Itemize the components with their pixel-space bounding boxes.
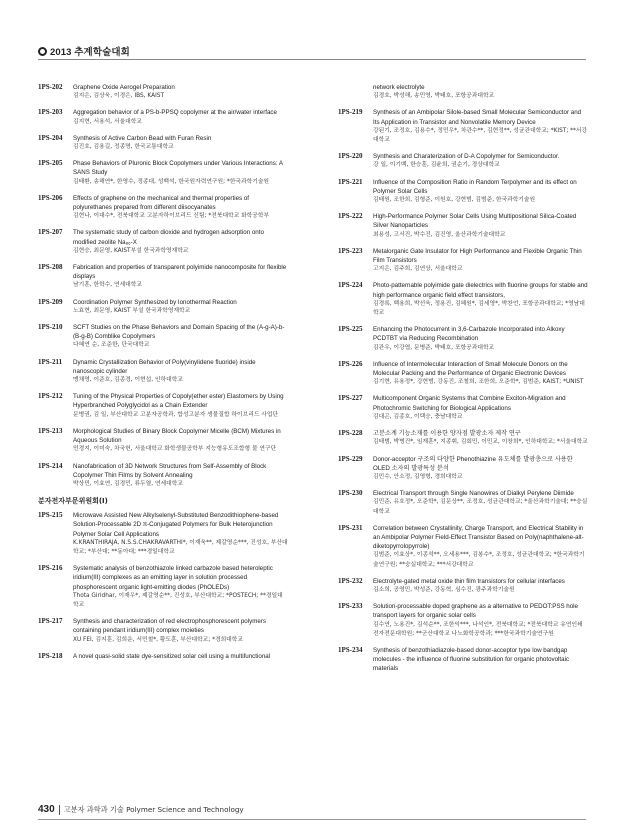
entry-authors: 김지현, 서용석, 서울대학교 xyxy=(73,118,142,125)
entry-title: Correlation between Crystallinity, Charge Transport, and Electrical Stability in an Ambipolar Polymer Field-Effect Transistor Based on Poly(naphthalene-alt-diketopyrrolopyrrole) xyxy=(373,524,584,551)
entry-body xyxy=(73,617,288,645)
page-footer xyxy=(38,804,244,815)
entry-body xyxy=(73,298,288,316)
poster-id: 1PS-218 xyxy=(38,651,63,660)
poster-id: 1PS-234 xyxy=(338,645,363,654)
left-entry-list xyxy=(38,83,288,489)
poster-id: 1PS-216 xyxy=(38,564,63,573)
entry-authors: 김범준, 이효상*, 이종석**, 오세용***, 김봉수*, 조정호, 성균관대학교; *한국과학기술연구원; **숭실대학교; ***서강대학교 xyxy=(373,552,585,568)
entry-authors: 김수연, 노용진*, 김석순**, 조한익***, 나석인*, 전북대학교; *전북대학교 유연인쇄전자전문대학원; **군산대학교 나노화학공학과; ***한국과학기술연구원 xyxy=(373,621,583,637)
entry-body xyxy=(373,577,588,595)
entry-body xyxy=(373,360,588,388)
abstract-entry xyxy=(38,263,288,291)
entry-body xyxy=(73,134,288,152)
entry-authors: 김현나, 이대수*, 전북대학교 고분자하이브리드 신팀; *전북대학교 화학공학부 xyxy=(73,213,270,220)
poster-id: 1PS-225 xyxy=(338,325,363,334)
abstract-entry xyxy=(338,108,588,145)
section-title: 분자전자부문위원회(I) xyxy=(38,497,108,506)
entry-body xyxy=(373,83,588,101)
poster-id: 1PS-227 xyxy=(338,394,363,403)
entry-title: Systematic analysis of benzothiazole linked carbazole based heteroleptic iridium(III) complexes as an emitting layer in solution processed phosphorescent organic light-emitting diodes (PhOLEDs) xyxy=(73,565,273,591)
entry-authors: 다혜연 순, 조준한, 단국대학교 xyxy=(73,342,150,349)
abstract-entry xyxy=(338,455,588,483)
entry-authors: 김관우, 이강엽, 문병준, 박태호, 포항공과대학교 xyxy=(373,344,495,351)
poster-id: 1PS-212 xyxy=(38,392,63,401)
poster-id: 1PS-214 xyxy=(38,461,63,470)
poster-id: 1PS-203 xyxy=(38,108,63,117)
abstract-entry xyxy=(338,212,588,240)
entry-title: Enhancing the Photocurrent in 3,6-Carbazole Incorporated into Alkoxy PCDTBT via Reducing Recombination xyxy=(373,326,565,343)
entry-title: 고분소계 기능소재를 이용한 양자점 발광소자 제작 연구 xyxy=(373,430,521,438)
abstract-entry xyxy=(338,83,588,101)
entry-authors: Thota Giridhar, 이재우*, 제갈영순**, 진성호, 부산대학교; *POSTECH; **경일대학교 xyxy=(73,592,283,608)
poster-id: 1PS-204 xyxy=(38,133,63,142)
entry-body xyxy=(73,83,288,101)
entry-title: A novel quasi-solid state dye-sensitized solar cell using a multifunctional xyxy=(73,652,271,660)
entry-title: Synthesis and characterization of red electrophosphorescent polymers containing pendant iridium(III) complex moieties xyxy=(73,618,266,635)
entry-body xyxy=(373,178,588,206)
abstract-entry xyxy=(338,646,588,674)
entry-body xyxy=(73,511,288,557)
poster-id: 1PS-222 xyxy=(338,212,363,221)
entry-title: Influence of the Composition Ratio in Random Terpolymer and its effect on Polymer Solar Cells xyxy=(373,178,577,195)
entry-authors: 김기현, 유용정*, 강현범, 강동진, 조철희, 조한희, 오준학*, 김범준, KAIST; *UNIST xyxy=(373,379,584,386)
entry-title: Metalorganic Gate Insulator for High Performance and Flexible Organic Thin Film Transistors xyxy=(373,247,582,265)
poster-id: 1PS-211 xyxy=(38,357,63,366)
right-column xyxy=(338,83,588,681)
abstract-entry xyxy=(38,194,288,222)
abstract-entry xyxy=(38,564,288,610)
left-column xyxy=(38,83,288,668)
entry-authors: XU FEI, 김지훈, 김희운, 서민철*, 황도훈, 부산대학교; *경희대학교 xyxy=(73,636,243,643)
journal-name: 고분자 과학과 기술 Polymer Science and Technology xyxy=(63,804,244,814)
entry-body xyxy=(373,152,588,170)
entry-authors: 김경호, 박성해, 송민영, 박태호, 포항공과대학교 xyxy=(373,93,495,100)
entry-title: Effects of graphene on the mechanical and thermal properties of polyurethanes prepared from different diisocyanates xyxy=(73,194,249,212)
entry-body xyxy=(373,489,588,517)
abstract-entry xyxy=(38,228,288,256)
header-divider xyxy=(38,59,586,60)
page-header xyxy=(38,44,130,58)
entry-title: Electrolyte-gated metal oxide thin film transistors for cellular interfaces xyxy=(373,577,565,585)
entry-authors: 김지은, 김상욱, 이경은, IBS, KAIST xyxy=(73,93,164,100)
entry-authors: 민경지, 이미숙, 차국헌, 서울대학교 화학생물공학부 지능형유도조합형 물 연구단 xyxy=(73,446,277,453)
entry-title: Influence of Intermolecular Interaction of Small Molecule Donors on the Molecular Packing and the Performance of Organic Electronic Devices xyxy=(373,360,568,378)
right-entry-list xyxy=(338,83,588,674)
poster-id: 1PS-231 xyxy=(338,523,363,532)
entry-title: Donor-acceptor 구조의 다양한 Phenothiazine 유도체를 발광층으로 사용한 OLED 소자의 발광특성 분석 xyxy=(373,455,573,472)
entry-authors: 김민준, 유호정*, 오준학*, 김문상**, 조정호, 성균관대학교; *울산과학기술대; **숭실대학교 xyxy=(373,499,588,515)
entry-body xyxy=(373,325,588,353)
poster-id: 1PS-230 xyxy=(338,489,363,498)
poster-id: 1PS-207 xyxy=(38,228,63,237)
entry-body xyxy=(73,194,288,222)
entry-authors: K.KRANTHIRAJA, N.S.S.CHAKRAVARTHI*, 이재욱**, 제갈영순***, 진성호, 부산대학교; *부산대; **동아대; ***경일대학교 xyxy=(73,539,288,555)
entry-body xyxy=(373,108,588,145)
entry-title: Synthesis of Active Carbon Bead with Furan Resin xyxy=(73,134,212,142)
entry-body xyxy=(373,247,588,275)
poster-id: 1PS-220 xyxy=(338,152,363,161)
header-title: 2013 추계학술대회 xyxy=(50,47,130,58)
poster-id: 1PS-223 xyxy=(338,246,363,255)
abstract-entry xyxy=(338,429,588,447)
abstract-entry xyxy=(38,134,288,152)
abstract-entry xyxy=(38,323,288,351)
abstract-entry xyxy=(38,392,288,420)
entry-body xyxy=(73,652,288,661)
entry-title: Tuning of the Physical Properties of Copoly(ether ester) Elastomers by Using Hyperbranched Polyglycidol as a Chain Extender xyxy=(73,393,284,410)
page-number: 430 xyxy=(38,804,55,815)
entry-title: Morphological Studies of Binary Block Copolymer Micelle (BCM) Mixtures in Aqueous Solution xyxy=(73,427,281,445)
poster-id: 1PS-233 xyxy=(338,602,363,611)
entry-title: Phase Behaviors of Pluronic Block Copolymers under Various Interactions: A SANS Study xyxy=(73,160,283,177)
entry-authors: 김경록, 백용희, 박선욱, 정용진, 김혜원*, 김세영*, 박찬언, 포항공과대학교; *영남대학교 xyxy=(373,300,585,317)
poster-id: 1PS-209 xyxy=(38,297,63,306)
abstract-entry xyxy=(338,360,588,388)
poster-id: 1PS-221 xyxy=(338,177,363,186)
abstract-entry xyxy=(338,602,588,639)
entry-title: Coordination Polymer Synthesized by Ionothermal Reaction xyxy=(73,298,237,306)
entry-title: The systematic study of carbon dioxide and hydrogen adsorption onto modified zeolite Na₈₆-X xyxy=(73,229,264,246)
entry-body xyxy=(73,392,288,420)
entry-body xyxy=(73,263,288,291)
poster-id: 1PS-202 xyxy=(38,83,63,91)
entry-title: SCFT Studies on the Phase Behaviors and Domain Spacing of the (A-g-A)-b-(B-g-B) Comblike Copolymers xyxy=(73,324,285,341)
footer-divider xyxy=(38,819,586,820)
abstract-entry xyxy=(38,652,288,661)
abstract-entry xyxy=(338,489,588,517)
entry-body xyxy=(373,455,588,483)
poster-id: 1PS-213 xyxy=(38,426,63,435)
poster-id: 1PS-232 xyxy=(338,576,363,585)
poster-id: 1PS-206 xyxy=(38,193,63,202)
entry-body xyxy=(73,427,288,455)
section-entry-list xyxy=(38,511,288,661)
entry-authors: 김민수, 안소정, 김영형, 경희대학교 xyxy=(373,473,463,480)
entry-authors: 강된기, 조정호, 김용수*, 정민우*, 차관수**, 김현정**, 성균관대학교; *KIST; **서강대학교 xyxy=(373,127,588,144)
poster-id: 1PS-217 xyxy=(38,617,63,626)
entry-title: Aggregation behavior of a PS-b-PPSQ copolymer at the air/water interface xyxy=(73,109,277,117)
abstract-entry xyxy=(38,427,288,455)
entry-title: Microwave Assisted New Alkylselenyl-Substituted Benzodithiophene-based Solution-Processable 2D π-Conjugated Polymers for Bulk Heterojunction Polymer Solar Cell Applications xyxy=(73,512,279,538)
entry-authors: 김진호, 김용길, 정종명, 한국교통대학교 xyxy=(73,144,174,151)
poster-id: 1PS-215 xyxy=(38,511,63,520)
entry-body xyxy=(73,108,288,126)
entry-body xyxy=(373,394,588,422)
entry-title: Synthesis of benzothiadiazole-based donor-acceptor type low bandgap molecules - the influence of fluorine substitution for organic photovoltaic materials xyxy=(373,646,570,673)
circle-bullet-icon xyxy=(38,47,47,56)
entry-authors: 최용성, 고서진, 박수진, 김진영, 울산과학기술대학교 xyxy=(373,231,506,238)
abstract-entry xyxy=(38,108,288,126)
entry-authors: 문병권, 김 일, 부산대학교 고분자공학과, 합성고분자 생물질합 하이브리드 사업단 xyxy=(73,411,279,418)
entry-title: Nanofabrication of 3D Network Structures from Self-Assembly of Block Copolymer Thin Films by Solvent Annealing xyxy=(73,462,267,479)
poster-id: 1PS-224 xyxy=(338,281,363,290)
abstract-entry xyxy=(338,325,588,353)
abstract-entry xyxy=(338,281,588,318)
entry-title: Fabrication and properties of transparent polyimide nanocomposite for flexible displays xyxy=(73,264,287,281)
entry-title: High-Performance Polymer Solar Cells Using Multipositional Silica-Coated Silver Nanoparticles xyxy=(373,213,577,230)
poster-id: 1PS-210 xyxy=(38,323,63,332)
poster-id: 1PS-226 xyxy=(338,359,363,368)
entry-body xyxy=(73,462,288,490)
entry-authors: 김태범, 박병건*, 임재훈*, 지종휘, 김회민, 이민교, 이창희*, 인하대학교; *서울대학교 xyxy=(373,439,588,446)
entry-body xyxy=(373,281,588,318)
entry-authors: 김대곤, 김종호, 이택승, 충남대학교 xyxy=(373,413,463,420)
entry-title: Dynamic Crystallization Behavior of Poly(vinylidene fluoride) inside nanoscopic cylinder xyxy=(73,358,256,375)
entry-authors: 박상민, 이효연, 김경민, 류두열, 연세대학교 xyxy=(73,480,183,487)
footer-separator xyxy=(59,805,60,815)
abstract-entry xyxy=(38,83,288,101)
entry-authors: 김태원, 조한희, 김형준, 이원호, 강현범, 김범준, 한국과학기술원 xyxy=(373,197,536,204)
abstract-entry xyxy=(338,577,588,595)
abstract-entry xyxy=(38,617,288,645)
entry-body xyxy=(373,602,588,639)
poster-id: 1PS-205 xyxy=(38,159,63,168)
entry-body xyxy=(73,358,288,386)
abstract-entry xyxy=(338,524,588,570)
abstract-entry xyxy=(38,298,288,316)
entry-body xyxy=(73,228,288,256)
entry-title: Graphene Oxide Aerogel Preparation xyxy=(73,84,175,91)
abstract-entry xyxy=(38,511,288,557)
entry-authors: 고지은, 김주희, 김연상, 서울대학교 xyxy=(373,266,463,273)
entry-body xyxy=(373,646,588,674)
entry-authors: 남기훈, 한학수, 연세대학교 xyxy=(73,282,142,289)
entry-authors: 강 일, 이기백, 한승훈, 김윤희, 권순기, 경상대학교 xyxy=(373,162,500,169)
entry-authors: 김현승, 최문영, KAIST부설 한국과학영재학교 xyxy=(73,247,189,254)
abstract-entry xyxy=(338,178,588,206)
abstract-entry xyxy=(38,462,288,490)
abstract-entry xyxy=(338,152,588,170)
entry-title: Solution-processable doped graphene as a alternative to PEDOT:PSS hole transport layers for organic solar cells xyxy=(373,603,579,620)
entry-authors: 김태환, 송해연*, 한영수, 정종대, 성백석, 한국원자력연구원; *한국과학기술원 xyxy=(73,178,270,185)
entry-authors: 김소희, 공영민, 박성준, 강동혁, 심수진, 광주과학기술원 xyxy=(373,586,515,593)
poster-id: 1PS-229 xyxy=(338,454,363,463)
entry-title: Synthesis of an Ambipolar Silole-based Small Molecular Semiconductor and Its Application in Transistor and Nonvolatile Memory Device xyxy=(373,109,582,126)
entry-title: Multicomponent Organic Systems that Combine Exciton-Migration and Photochromic Switching for Biological Applications xyxy=(373,395,566,412)
entry-authors: 노효현, 최문영, KAIST 부설 한국과학영재학교 xyxy=(73,307,191,314)
entry-title: Synthesis and Charaterization of D-A Copolymer for Semiconductor. xyxy=(373,153,560,161)
entry-body xyxy=(373,212,588,240)
abstract-entry xyxy=(338,247,588,275)
poster-id: 1PS-208 xyxy=(38,263,63,272)
entry-title: Photo-patternable polyimide gate dielectrics with fluorine groups for stable and high performance organic field effect transistors, xyxy=(373,282,588,299)
entry-body xyxy=(73,564,288,610)
entry-body xyxy=(373,429,588,447)
abstract-entry xyxy=(38,358,288,386)
abstract-entry xyxy=(338,394,588,422)
entry-body xyxy=(373,524,588,570)
abstract-entry xyxy=(38,159,288,187)
entry-body xyxy=(73,159,288,187)
entry-title: network electrolyte xyxy=(373,84,425,91)
entry-authors: 맹채영, 이준호, 김종경, 이현섭, 인하대학교 xyxy=(73,377,183,384)
poster-id: 1PS-219 xyxy=(338,108,363,117)
entry-title: Electrical Transport through Single Nanowires of Dialkyl Perylene Diimide xyxy=(373,490,574,498)
entry-body xyxy=(73,323,288,351)
poster-id xyxy=(338,83,373,101)
poster-id: 1PS-228 xyxy=(338,429,363,438)
